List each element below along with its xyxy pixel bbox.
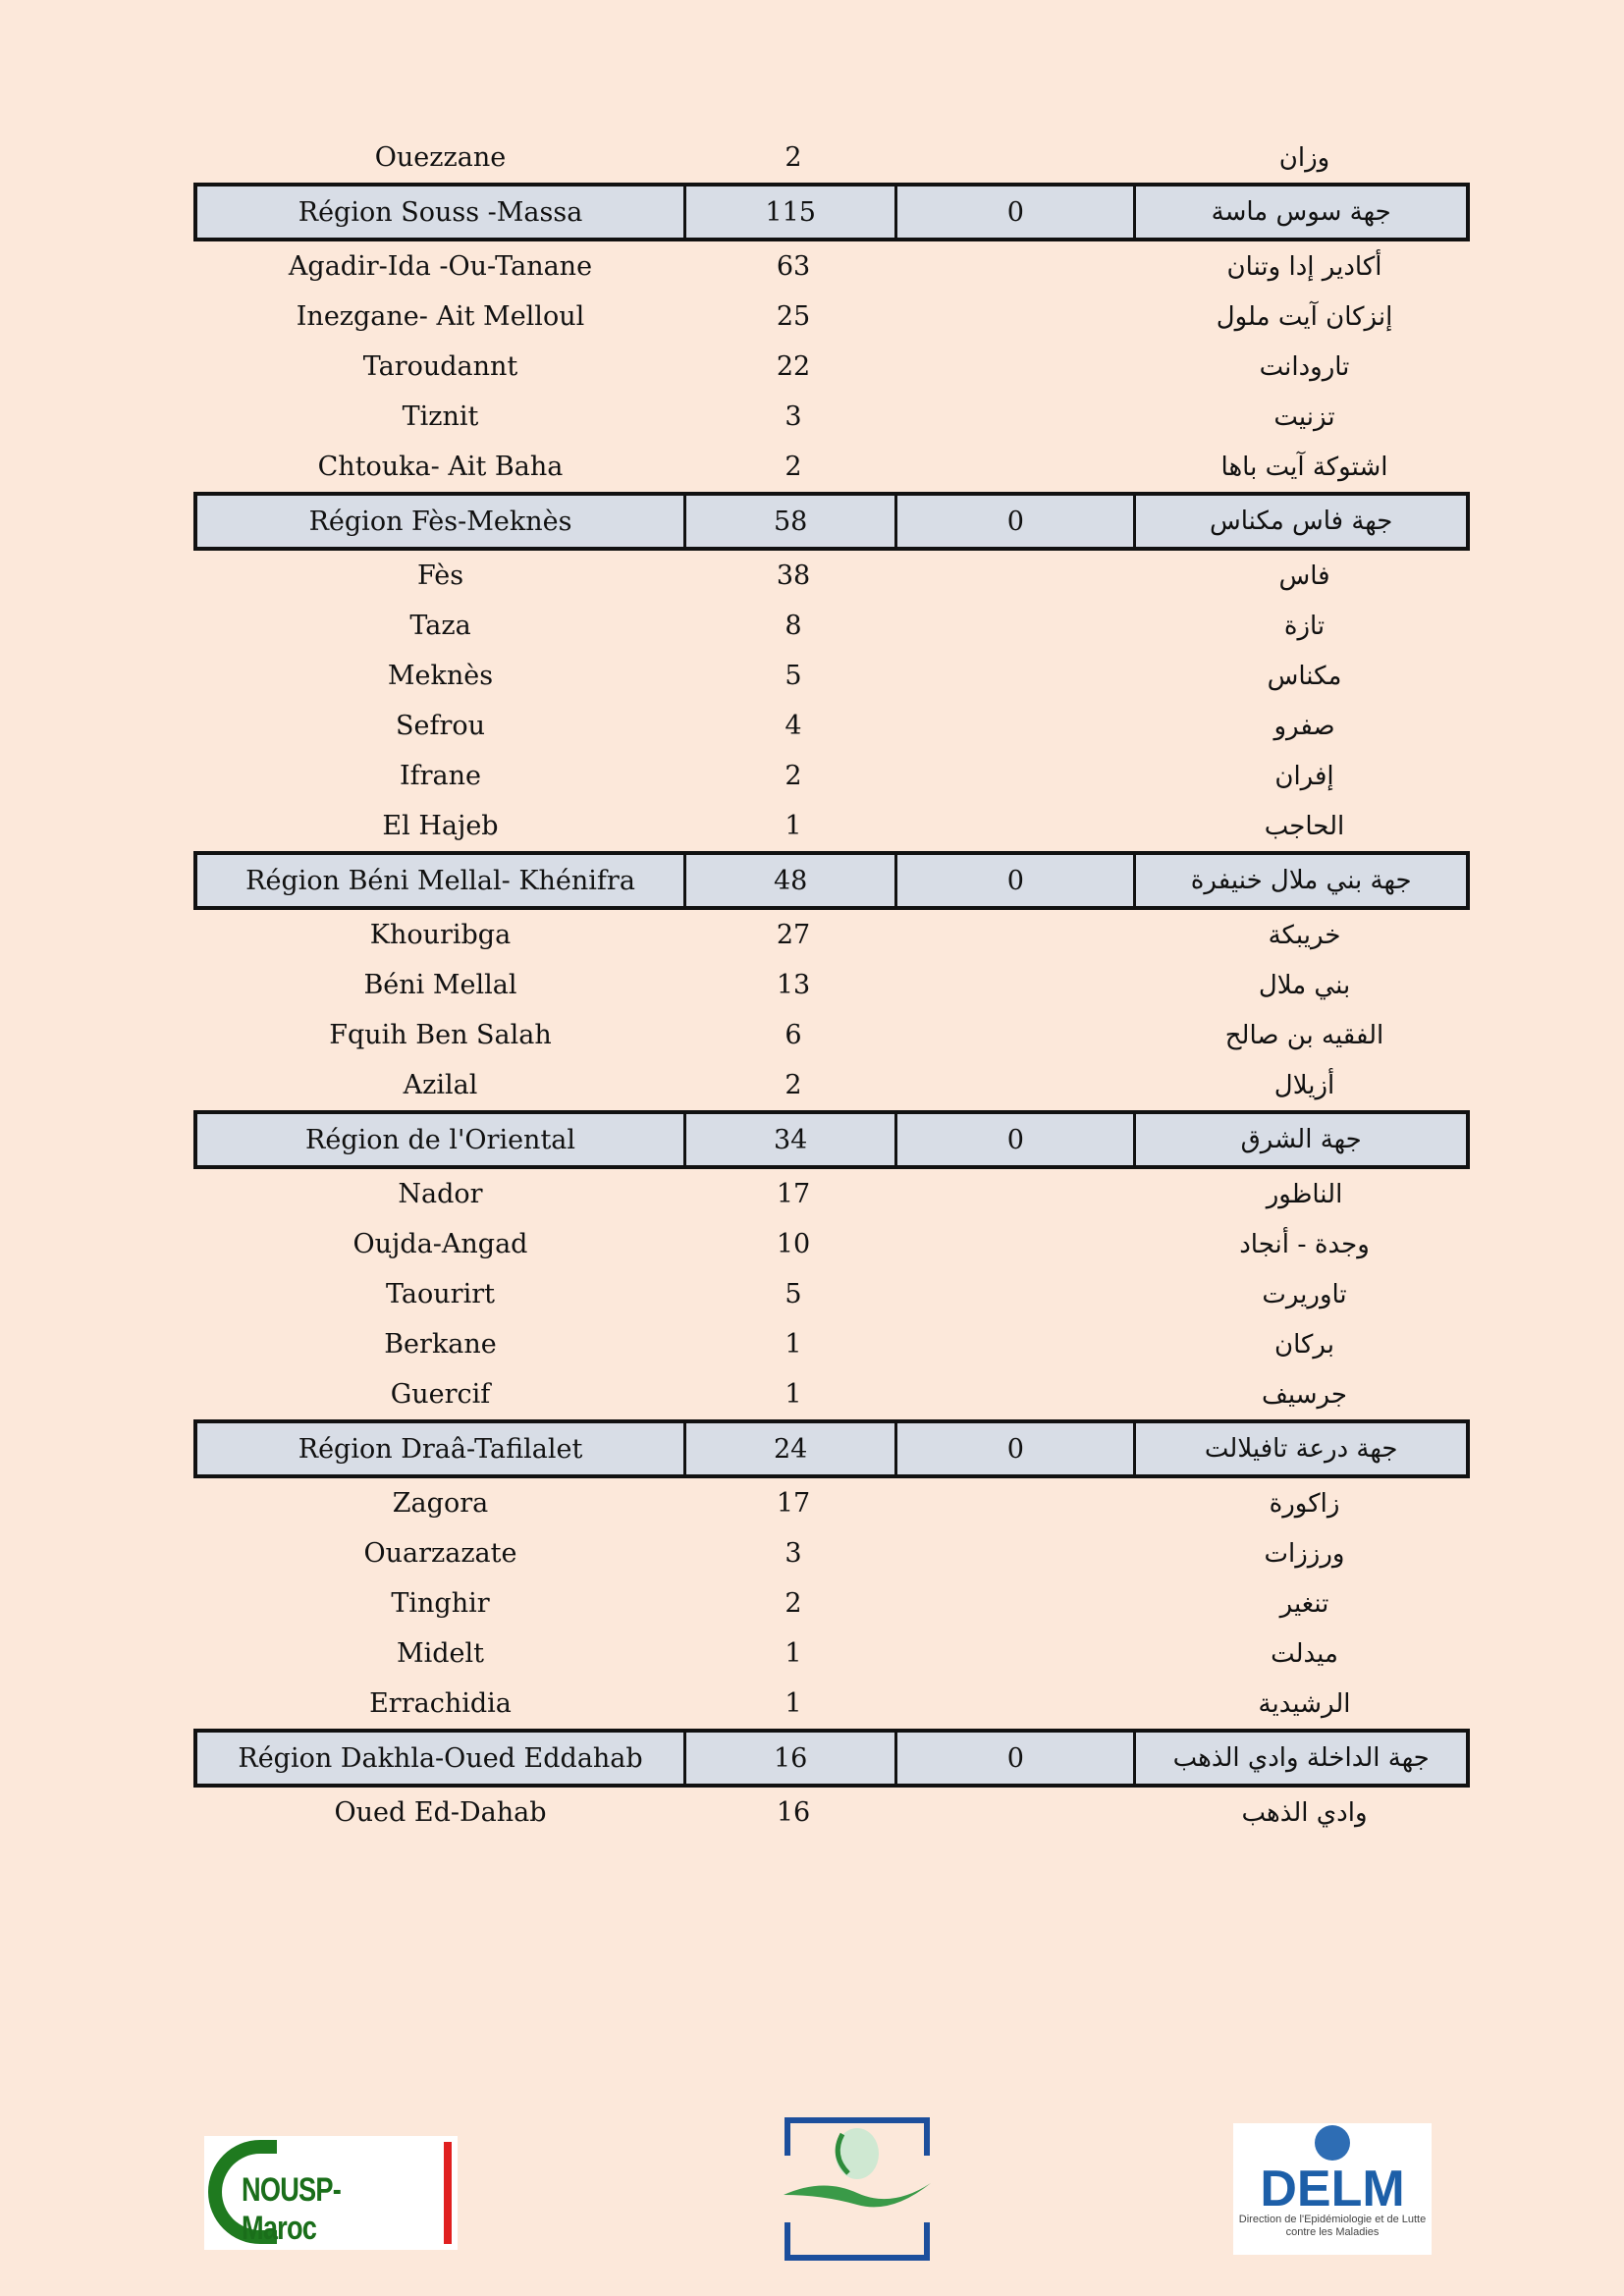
table-row — [193, 1169, 1470, 1219]
name-fr-cell: Zagora — [392, 1488, 489, 1519]
count-cell: 8 — [785, 611, 802, 641]
table-row — [193, 960, 1470, 1010]
name-fr-cell: Guercif — [390, 1379, 491, 1410]
name-ar-cell: الرشيدية — [1258, 1688, 1351, 1719]
table-row — [193, 292, 1470, 342]
count-cell: 2 — [785, 761, 802, 791]
deaths-cell — [899, 1528, 1139, 1578]
name-fr-cell: Région de l'Oriental — [197, 1114, 686, 1165]
table-row — [193, 1010, 1470, 1060]
deaths-cell — [899, 442, 1139, 492]
delm-logo-title: DELM — [1260, 2161, 1405, 2217]
count-cell: 58 — [686, 496, 897, 547]
count-cell: 3 — [785, 401, 802, 432]
delm-logo-subtitle: Direction de l'Epidémiologie et de Lutte contre les Maladies — [1238, 2214, 1427, 2238]
name-ar-cell: تازة — [1283, 611, 1326, 641]
deaths-cell — [899, 1478, 1139, 1528]
name-ar-cell: تارودانت — [1259, 351, 1350, 382]
name-fr-cell: Taourirt — [386, 1279, 495, 1309]
deaths-cell — [899, 751, 1139, 801]
count-cell: 38 — [776, 561, 811, 591]
name-ar-cell: جهة درعة تافيلالت — [1204, 1434, 1398, 1464]
name-ar-cell: فاس — [1278, 561, 1330, 591]
deaths-cell: 0 — [897, 1114, 1136, 1165]
name-ar-cell: جهة سوس ماسة — [1211, 197, 1391, 227]
deaths-cell: 0 — [897, 855, 1136, 906]
count-cell: 16 — [686, 1733, 897, 1784]
deaths-cell — [899, 1788, 1139, 1838]
table-row — [193, 551, 1470, 601]
count-cell: 1 — [785, 811, 802, 841]
name-fr-cell: Ifrane — [399, 761, 482, 791]
deaths-cell — [899, 1269, 1139, 1319]
count-cell: 6 — [785, 1020, 802, 1050]
table-row — [193, 1219, 1470, 1269]
table-row — [193, 1629, 1470, 1679]
deaths-cell: 0 — [897, 1423, 1136, 1474]
nousp-maroc-logo — [204, 2136, 458, 2250]
name-ar-cell: جهة الداخلة وادي الذهب — [1172, 1743, 1430, 1773]
name-fr-cell: Fquih Ben Salah — [329, 1020, 552, 1050]
count-cell: 1 — [785, 1688, 802, 1719]
count-cell: 2 — [785, 1588, 802, 1619]
name-ar-cell: الفقيه بن صالح — [1224, 1020, 1384, 1050]
table-row — [193, 1679, 1470, 1729]
name-fr-cell: Berkane — [384, 1329, 497, 1360]
table-row — [193, 442, 1470, 492]
name-fr-cell: Taza — [409, 611, 471, 641]
table-row — [193, 1528, 1470, 1578]
deaths-cell — [899, 133, 1139, 183]
name-ar-cell: زاكورة — [1269, 1488, 1340, 1519]
region-row — [193, 1419, 1470, 1478]
name-fr-cell: Ouarzazate — [363, 1538, 517, 1569]
name-ar-cell: الناظور — [1266, 1179, 1343, 1209]
count-cell: 115 — [686, 187, 897, 238]
table-row — [193, 1578, 1470, 1629]
name-ar-cell: وزان — [1278, 142, 1330, 173]
table-row — [193, 751, 1470, 801]
name-ar-cell: إفران — [1274, 761, 1334, 791]
region-row — [193, 851, 1470, 910]
region-row — [193, 183, 1470, 241]
name-ar-cell: ورززات — [1264, 1538, 1345, 1569]
count-cell: 2 — [785, 1070, 802, 1100]
deaths-cell — [899, 241, 1139, 292]
deaths-cell — [899, 910, 1139, 960]
name-fr-cell: Inezgane- Ait Melloul — [296, 301, 585, 332]
name-fr-cell: Ouezzane — [374, 142, 507, 173]
count-cell: 27 — [776, 920, 811, 950]
name-fr-cell: Tiznit — [402, 401, 479, 432]
cases-table — [193, 133, 1470, 1838]
name-fr-cell: Errachidia — [369, 1688, 512, 1719]
name-fr-cell: Région Draâ-Tafilalet — [197, 1423, 686, 1474]
name-ar-cell: إنزكان آيت ملول — [1216, 301, 1393, 332]
count-cell: 24 — [686, 1423, 897, 1474]
count-cell: 2 — [785, 142, 802, 173]
deaths-cell — [899, 960, 1139, 1010]
table-row — [193, 1319, 1470, 1369]
name-ar-cell: ميدلت — [1271, 1638, 1338, 1669]
table-row — [193, 651, 1470, 701]
region-row — [193, 1729, 1470, 1788]
deaths-cell — [899, 1629, 1139, 1679]
name-fr-cell: Région Souss -Massa — [197, 187, 686, 238]
name-fr-cell: Azilal — [403, 1070, 478, 1100]
table-row — [193, 241, 1470, 292]
table-row — [193, 342, 1470, 392]
count-cell: 4 — [785, 711, 802, 741]
count-cell: 13 — [776, 970, 811, 1000]
deaths-cell — [899, 1679, 1139, 1729]
count-cell: 17 — [776, 1488, 811, 1519]
count-cell: 17 — [776, 1179, 811, 1209]
deaths-cell: 0 — [897, 187, 1136, 238]
table-row — [193, 1788, 1470, 1838]
deaths-cell — [899, 342, 1139, 392]
name-ar-cell: وادي الذهب — [1241, 1797, 1368, 1828]
name-fr-cell: Région Fès-Meknès — [197, 496, 686, 547]
name-ar-cell: مكناس — [1267, 661, 1342, 691]
count-cell: 25 — [776, 301, 811, 332]
count-cell: 10 — [776, 1229, 811, 1259]
count-cell: 1 — [785, 1379, 802, 1410]
name-ar-cell: اشتوكة آيت باها — [1220, 452, 1388, 482]
name-ar-cell: وجدة - أنجاد — [1239, 1229, 1370, 1259]
deaths-cell — [899, 1578, 1139, 1629]
table-row — [193, 1060, 1470, 1110]
name-ar-cell: بني ملال — [1258, 970, 1351, 1000]
name-fr-cell: Khouribga — [369, 920, 512, 950]
deaths-cell — [899, 1319, 1139, 1369]
deaths-cell — [899, 1219, 1139, 1269]
table-row — [193, 801, 1470, 851]
deaths-cell — [899, 701, 1139, 751]
name-ar-cell: بركان — [1274, 1329, 1334, 1360]
count-cell: 3 — [785, 1538, 802, 1569]
name-fr-cell: Chtouka- Ait Baha — [317, 452, 564, 482]
name-ar-cell: جهة فاس مكناس — [1209, 507, 1393, 536]
table-row — [193, 910, 1470, 960]
ministry-health-logo — [784, 2116, 931, 2262]
name-fr-cell: Sefrou — [395, 711, 486, 741]
count-cell: 34 — [686, 1114, 897, 1165]
count-cell: 48 — [686, 855, 897, 906]
name-fr-cell: Taroudannt — [362, 351, 518, 382]
deaths-cell — [899, 392, 1139, 442]
name-fr-cell: El Hajeb — [382, 811, 499, 841]
name-fr-cell: Béni Mellal — [363, 970, 517, 1000]
name-fr-cell: Région Béni Mellal- Khénifra — [197, 855, 686, 906]
count-cell: 5 — [785, 1279, 802, 1309]
deaths-cell — [899, 292, 1139, 342]
count-cell: 2 — [785, 452, 802, 482]
count-cell: 63 — [776, 251, 811, 282]
name-fr-cell: Oujda-Angad — [352, 1229, 528, 1259]
delm-logo — [1233, 2123, 1432, 2255]
name-ar-cell: أزيلال — [1273, 1070, 1335, 1100]
table-row — [193, 601, 1470, 651]
table-row — [193, 1269, 1470, 1319]
name-ar-cell: أكادير إدا وتنان — [1226, 251, 1382, 282]
name-fr-cell: Meknès — [387, 661, 494, 691]
count-cell: 16 — [776, 1797, 811, 1828]
region-row — [193, 1110, 1470, 1169]
deaths-cell — [899, 1169, 1139, 1219]
name-ar-cell: تنغير — [1279, 1588, 1329, 1619]
name-ar-cell: تزنيت — [1273, 401, 1335, 432]
name-ar-cell: جرسيف — [1262, 1379, 1347, 1410]
name-ar-cell: جهة الشرق — [1240, 1125, 1362, 1154]
deaths-cell — [899, 1060, 1139, 1110]
name-fr-cell: Midelt — [396, 1638, 485, 1669]
deaths-cell: 0 — [897, 496, 1136, 547]
name-ar-cell: جهة بني ملال خنيفرة — [1190, 866, 1412, 895]
table-row — [193, 1369, 1470, 1419]
deaths-cell — [899, 601, 1139, 651]
deaths-cell — [899, 551, 1139, 601]
name-ar-cell: صفرو — [1273, 711, 1335, 741]
table-row — [193, 701, 1470, 751]
table-row — [193, 392, 1470, 442]
name-ar-cell: خريبكة — [1268, 920, 1341, 950]
name-ar-cell: تاوريرت — [1262, 1279, 1347, 1309]
count-cell: 1 — [785, 1329, 802, 1360]
deaths-cell — [899, 651, 1139, 701]
name-fr-cell: Nador — [398, 1179, 483, 1209]
region-row — [193, 492, 1470, 551]
table-row — [193, 1478, 1470, 1528]
table-row — [193, 133, 1470, 183]
deaths-cell — [899, 1010, 1139, 1060]
name-ar-cell: الحاجب — [1264, 811, 1345, 841]
name-fr-cell: Région Dakhla-Oued Eddahab — [197, 1733, 686, 1784]
deaths-cell — [899, 801, 1139, 851]
name-fr-cell: Tinghir — [391, 1588, 490, 1619]
deaths-cell — [899, 1369, 1139, 1419]
name-fr-cell: Fès — [416, 561, 464, 591]
name-fr-cell: Oued Ed-Dahab — [334, 1797, 547, 1828]
count-cell: 22 — [776, 351, 811, 382]
nousp-logo-text: NOUSP-Maroc — [242, 2171, 341, 2247]
name-fr-cell: Agadir-Ida -Ou-Tanane — [288, 251, 593, 282]
count-cell: 5 — [785, 661, 802, 691]
count-cell: 1 — [785, 1638, 802, 1669]
deaths-cell: 0 — [897, 1733, 1136, 1784]
